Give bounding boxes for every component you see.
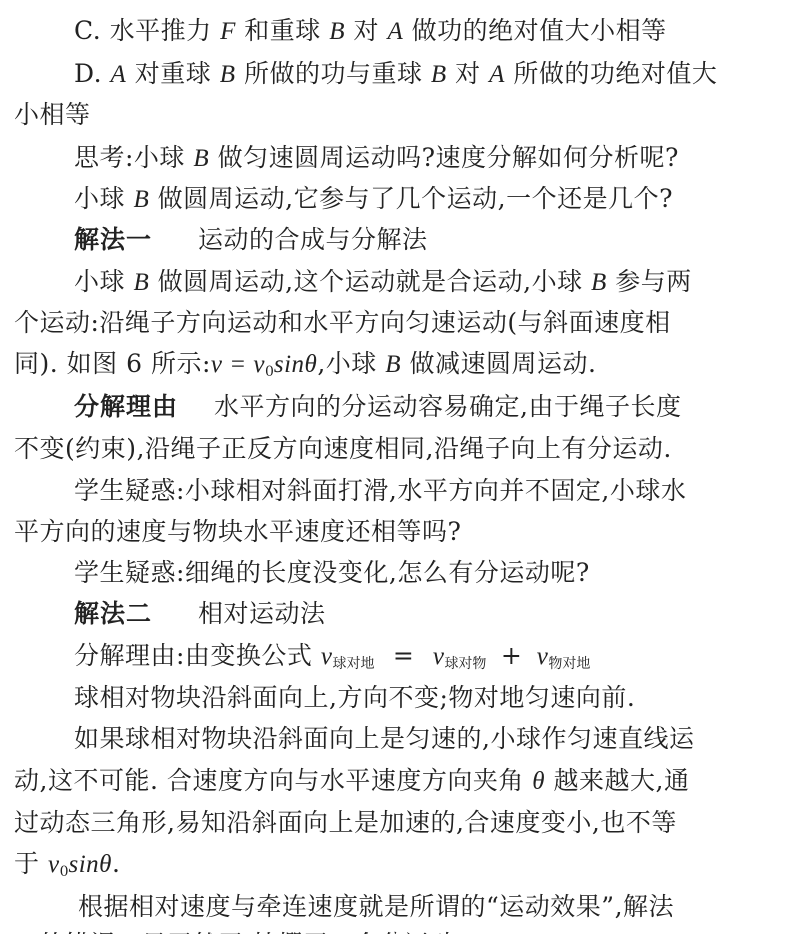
student-doubt-1: 学生疑惑:小球相对斜面打滑,水平方向并不固定,小球水 xyxy=(74,476,687,505)
text: D. xyxy=(74,59,111,88)
formula: v xyxy=(47,851,60,878)
math-var: B xyxy=(133,269,150,296)
equals-sign: = xyxy=(384,641,423,670)
paragraph-line: 过动态三角形,易知沿斜面向上是加速的,合速度变小,也不等 xyxy=(14,808,677,837)
text: 于 xyxy=(14,849,48,878)
text: ,小球 xyxy=(317,349,386,378)
paragraph-line xyxy=(14,347,596,389)
paragraph-line xyxy=(14,847,120,889)
paragraph-line: 个运动:沿绳子方向运动和水平方向匀速运动(与斜面速度相 xyxy=(14,308,671,337)
math-var: B xyxy=(219,61,236,88)
text: 思考:小球 xyxy=(74,143,194,172)
option-d xyxy=(74,57,717,92)
page-crop-edge xyxy=(0,934,800,947)
math-var: B xyxy=(385,351,402,378)
formula-var: v xyxy=(432,643,445,670)
subscript: 0 xyxy=(59,864,69,880)
text: 对 xyxy=(446,59,490,88)
paragraph-line: 不变(约束),沿绳子正反方向速度相同,沿绳子向上有分运动. xyxy=(14,434,672,463)
method-title: 运动的合成与分解法 xyxy=(198,225,428,254)
text: 参与两 xyxy=(606,267,692,296)
text: 分解理由:由变换公式 xyxy=(74,641,321,670)
method-title: 相对运动法 xyxy=(198,599,326,628)
paragraph-line: 根据相对速度与牵连速度就是所谓的“运动效果”,解法 xyxy=(78,892,675,921)
formula: sinθ xyxy=(68,851,112,878)
student-doubt-2: 学生疑惑:细绳的长度没变化,怎么有分运动呢? xyxy=(74,558,590,587)
formula: v = v xyxy=(210,351,265,378)
text: 水平方向的分运动容易确定,由于绳子长度 xyxy=(214,392,682,421)
paragraph-line: 如果球相对物块沿斜面向上是匀速的,小球作匀速直线运 xyxy=(74,724,695,753)
text: . xyxy=(111,849,121,878)
text: 做匀速圆周运动吗?速度分解如何分析呢? xyxy=(209,143,679,172)
think-question-2 xyxy=(74,182,673,217)
text: 小球 xyxy=(74,184,134,213)
transform-formula-line xyxy=(74,639,590,681)
reason-label: 分解理由 xyxy=(74,392,179,421)
text: C. 水平推力 xyxy=(74,16,221,45)
math-var: A xyxy=(110,61,127,88)
paragraph-line xyxy=(74,265,692,300)
text: 动,这不可能. 合速度方向与水平速度方向夹角 xyxy=(14,766,533,795)
math-var: B xyxy=(133,186,150,213)
text: 做功的绝对值大小相等 xyxy=(403,16,667,45)
text: 同). 如图 6 所示: xyxy=(14,349,211,378)
subscript: 物对地 xyxy=(548,656,591,672)
text: 越来越大,通 xyxy=(545,766,690,795)
paragraph-line: 球相对物块沿斜面向上,方向不变;物对地匀速向前. xyxy=(74,683,636,712)
option-d-cont: 小相等 xyxy=(14,100,91,129)
text: 小球 xyxy=(74,267,134,296)
method-label: 解法一 xyxy=(74,225,153,254)
text: 所做的功与重球 xyxy=(235,59,431,88)
subscript: 0 xyxy=(264,364,274,380)
math-var: A xyxy=(489,61,505,88)
subscript: 球对物 xyxy=(444,656,487,672)
math-var: B xyxy=(193,145,210,172)
math-var: B xyxy=(591,269,607,296)
think-question-1 xyxy=(74,141,679,176)
method-two-heading xyxy=(74,597,326,631)
text: 做圆周运动,它参与了几个运动,一个还是几个? xyxy=(149,184,673,213)
plus-sign: + xyxy=(492,641,531,670)
option-c xyxy=(74,14,667,49)
paragraph-line xyxy=(14,764,689,799)
text: 对 xyxy=(345,16,388,45)
formula-var: v xyxy=(320,643,333,670)
formula-var: v xyxy=(536,643,549,670)
math-var: θ xyxy=(532,768,546,795)
paragraph-line: 平方向的速度与物块水平速度还相等吗? xyxy=(14,517,462,546)
text: 对重球 xyxy=(126,59,220,88)
text: 所做的功绝对值大 xyxy=(504,59,718,88)
math-var: B xyxy=(329,18,346,45)
formula: sinθ xyxy=(273,351,318,378)
math-var: F xyxy=(220,18,236,45)
math-var: B xyxy=(430,61,447,88)
text: 和重球 xyxy=(235,16,330,45)
method-label: 解法二 xyxy=(74,599,153,628)
math-var: A xyxy=(387,18,404,45)
subscript: 球对地 xyxy=(332,656,375,672)
method-one-heading xyxy=(74,223,428,257)
reason-heading xyxy=(74,390,681,424)
text: 做减速圆周运动. xyxy=(401,349,597,378)
text: 做圆周运动,这个运动就是合运动,小球 xyxy=(149,267,592,296)
